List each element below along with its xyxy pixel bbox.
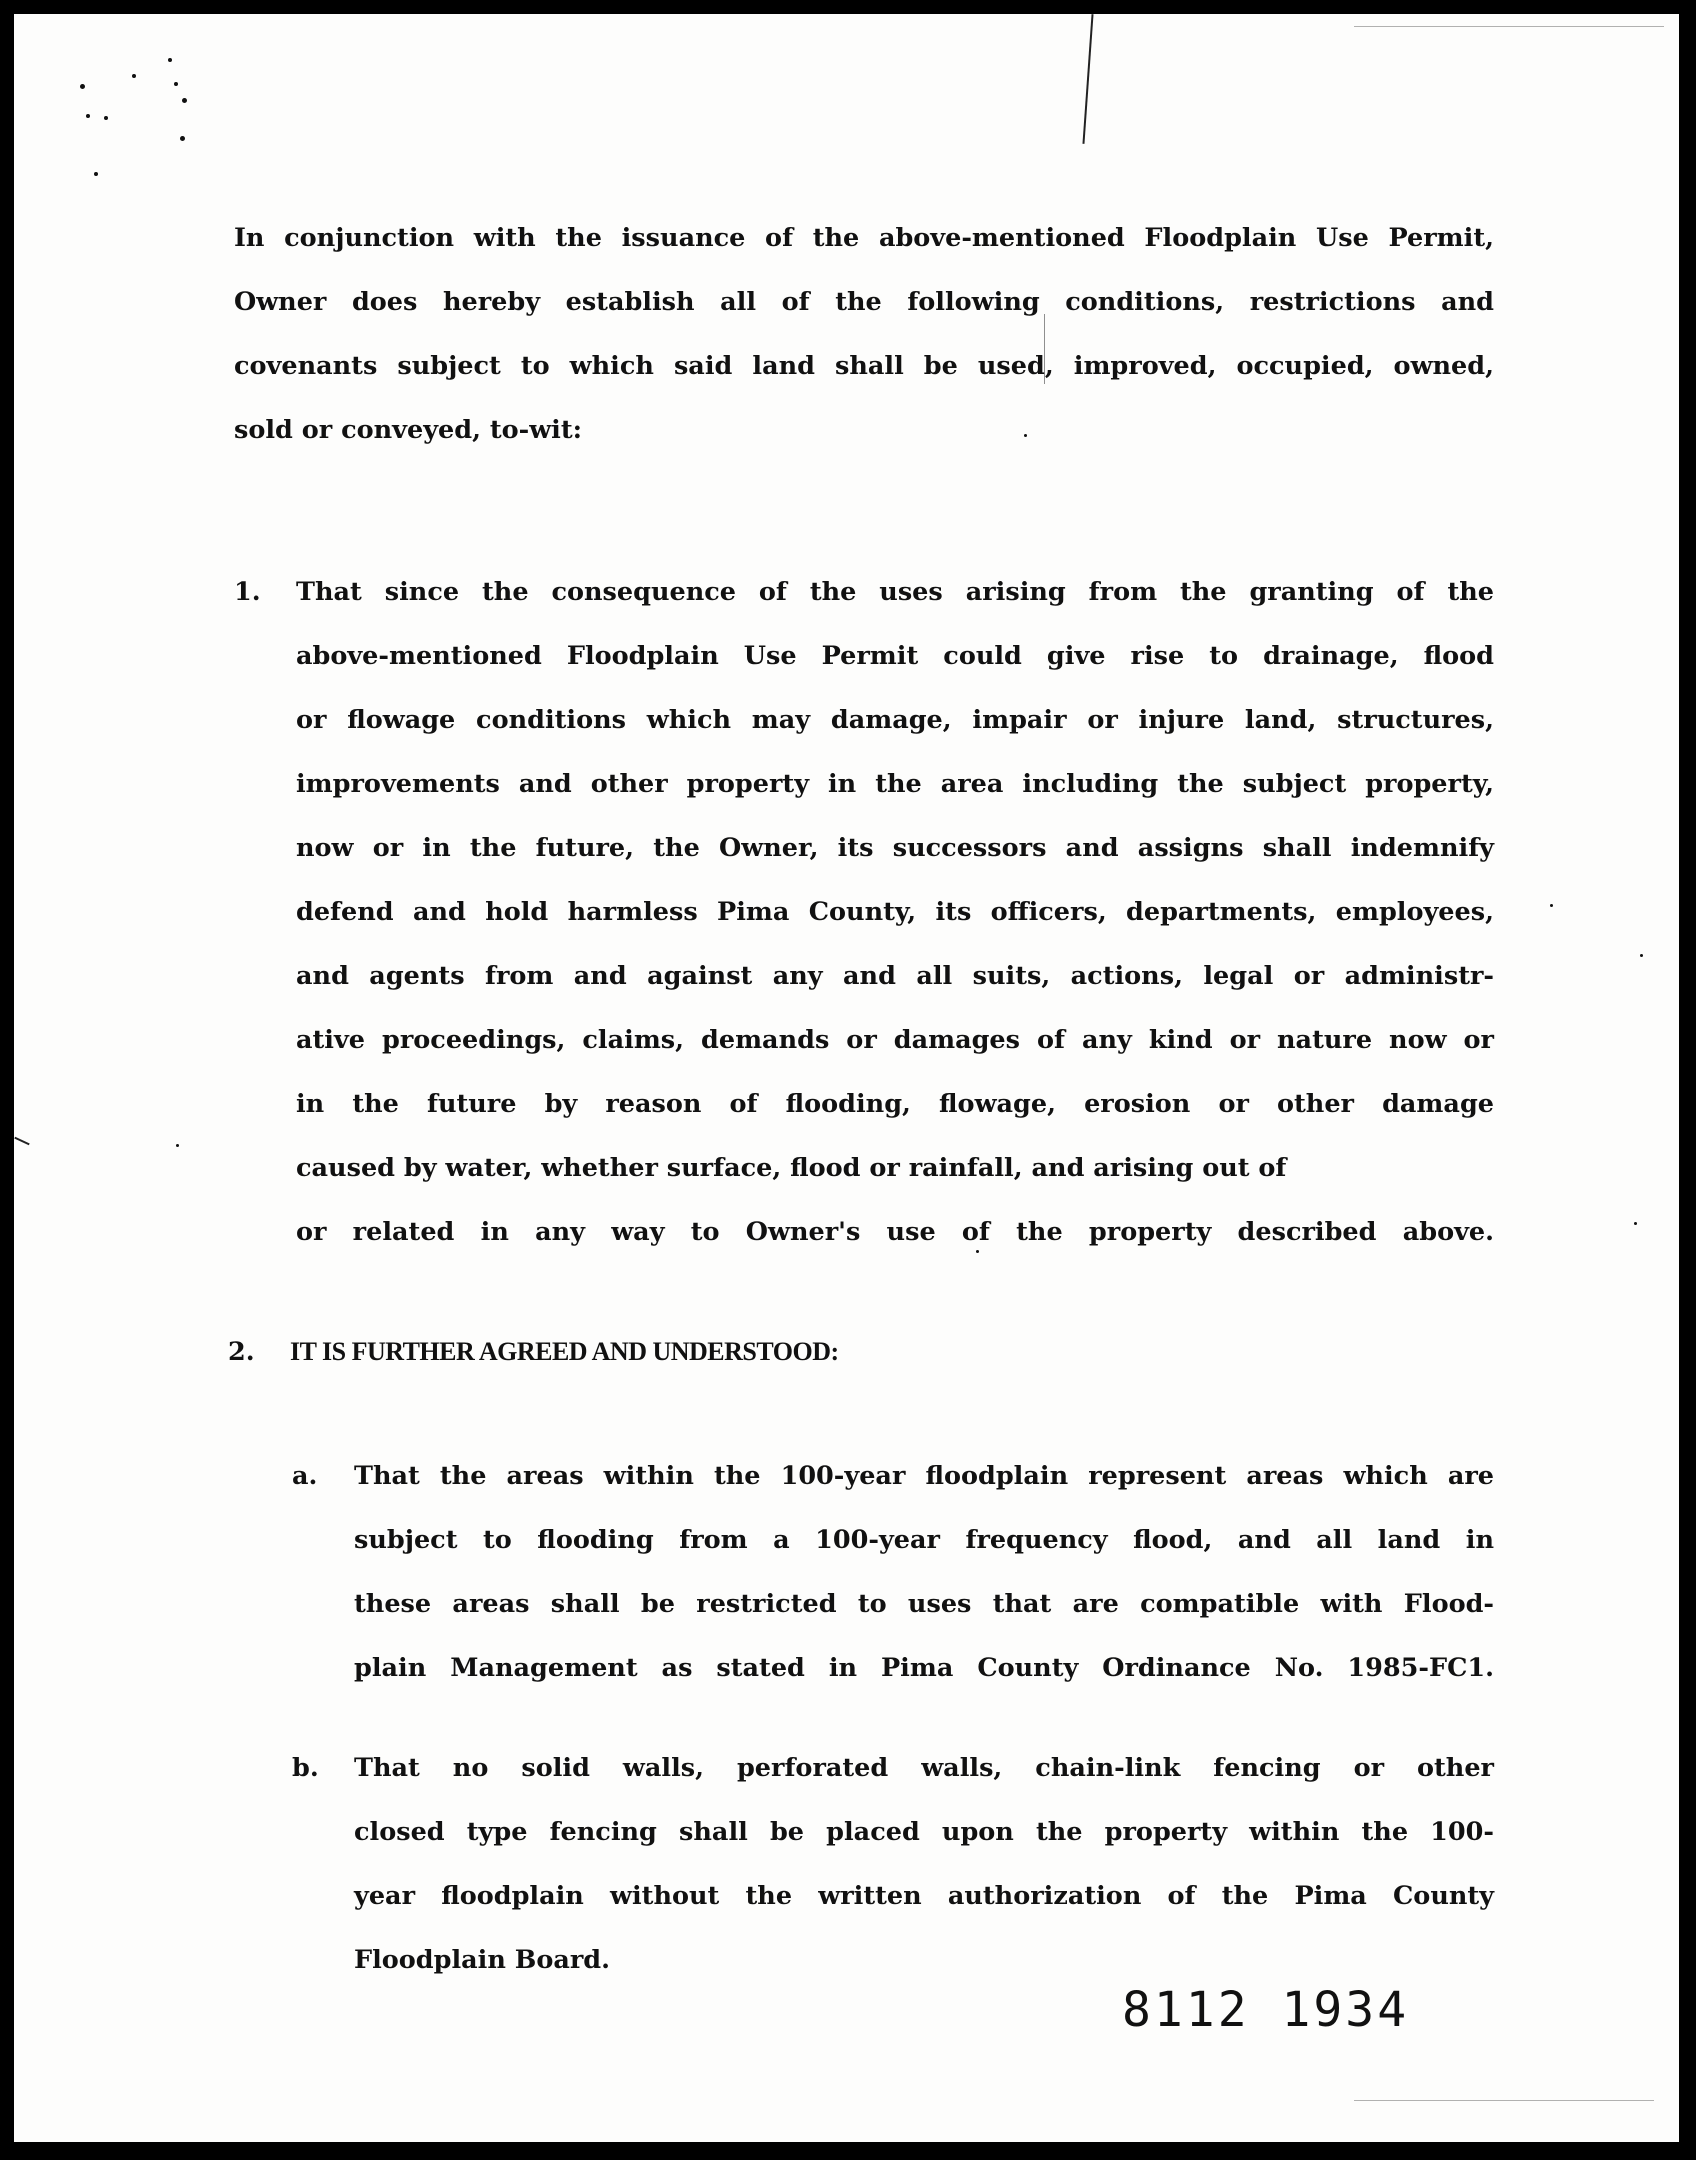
document-number: 8112 1934 (1122, 1982, 1410, 2038)
item-2a-line: That the areas within the 100-year floodplain represent areas which are (354, 1461, 1494, 1491)
intro-line: In conjunction with the issuance of the above-mentioned Floodplain Use Permit, (234, 223, 1494, 253)
scan-speck (1640, 954, 1643, 957)
scan-speck (1634, 1222, 1637, 1225)
item-2a-paragraph (354, 1444, 1494, 1700)
scan-speck (86, 114, 90, 118)
scan-speck (180, 136, 185, 141)
scan-speck (104, 116, 108, 120)
scan-speck (182, 98, 187, 103)
item-2b-paragraph (354, 1736, 1494, 1992)
item-1-line: or related in any way to Owner's use of the property described above. (296, 1217, 1494, 1247)
item-2a-line: subject to flooding from a 100-year frequency flood, and all land in (354, 1525, 1494, 1555)
item-2b-line: closed type fencing shall be placed upon the property within the 100- (354, 1817, 1494, 1847)
intro-line: sold or conveyed, to-wit: (234, 415, 583, 445)
item-2a-line: these areas shall be restricted to uses that are compatible with Flood- (354, 1589, 1494, 1619)
scan-speck (80, 84, 85, 89)
item-2a-marker: a. (292, 1461, 318, 1491)
scan-streak (1082, 14, 1093, 144)
item-1-line: improvements and other property in the area including the subject property, (296, 769, 1494, 799)
item-2a-line: plain Management as stated in Pima County Ordinance No. 1985-FC1. (354, 1653, 1494, 1683)
scan-speck (168, 58, 172, 62)
intro-line: Owner does hereby establish all of the following conditions, restrictions and (234, 287, 1494, 317)
item-1-line: now or in the future, the Owner, its successors and assigns shall indemnify (296, 833, 1494, 863)
item-2b-line: year floodplain without the written authorization of the Pima County (354, 1881, 1494, 1911)
item-1-paragraph (296, 560, 1494, 1264)
intro-line: covenants subject to which said land shall be used, improved, occupied, owned, (234, 351, 1494, 381)
scan-speck (94, 172, 98, 176)
item-1-line: above-mentioned Floodplain Use Permit could give rise to drainage, flood (296, 641, 1494, 671)
item-2b-line: That no solid walls, perforated walls, chain-link fencing or other (354, 1753, 1494, 1783)
scan-speck (1550, 904, 1553, 907)
scan-streak (14, 1137, 29, 1146)
scan-streak (1354, 2100, 1654, 2101)
item-1-line: ative proceedings, claims, demands or damages of any kind or nature now or (296, 1025, 1494, 1055)
item-2-heading: IT IS FURTHER AGREED AND UNDERSTOOD: (290, 1337, 839, 1366)
item-1-marker: 1. (234, 577, 261, 607)
scan-speck (132, 74, 136, 78)
item-1-line: and agents from and against any and all suits, actions, legal or administr- (296, 961, 1494, 991)
item-1-line: defend and hold harmless Pima County, its officers, departments, employees, (296, 897, 1494, 927)
item-1-line: caused by water, whether surface, flood or rainfall, and arising out of (296, 1153, 1287, 1183)
scan-speck (174, 82, 178, 86)
item-2-marker: 2. (228, 1337, 255, 1367)
scan-speck (176, 1144, 179, 1147)
item-2b-marker: b. (292, 1753, 319, 1783)
item-2b-line: Floodplain Board. (354, 1945, 611, 1975)
item-1-line: or flowage conditions which may damage, impair or injure land, structures, (296, 705, 1494, 735)
document-page (14, 14, 1679, 2142)
item-1-line: in the future by reason of flooding, flowage, erosion or other damage (296, 1089, 1494, 1119)
intro-paragraph (234, 206, 1494, 462)
scan-streak (1354, 26, 1664, 27)
item-1-line: That since the consequence of the uses arising from the granting of the (296, 577, 1494, 607)
